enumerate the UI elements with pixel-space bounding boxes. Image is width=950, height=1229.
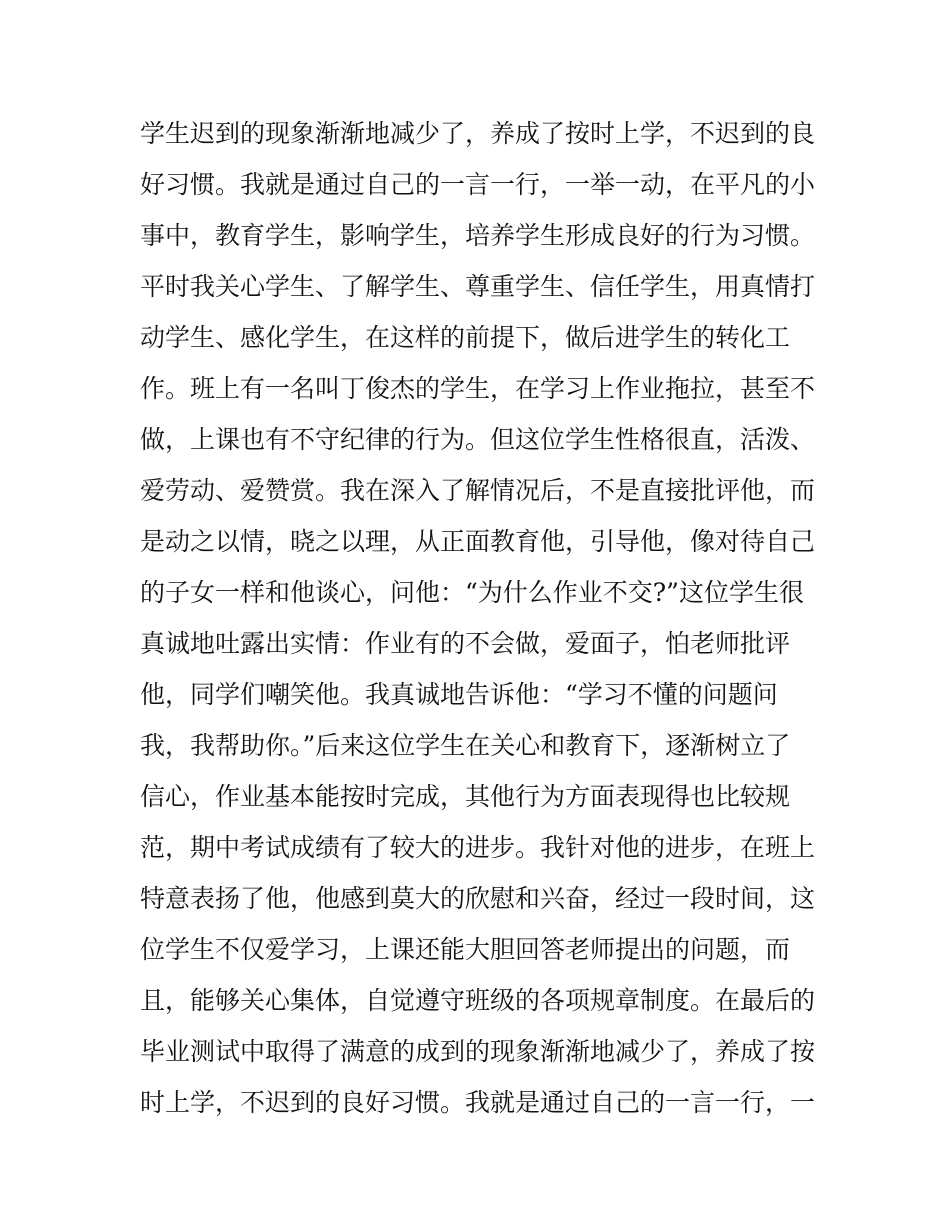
text-line: 学生迟到的现象渐渐地减少了，养成了按时上学，不迟到的良 bbox=[140, 119, 816, 148]
text-line: 他，同学们嘲笑他。我真诚地告诉他：“学习不懂的问题问 bbox=[140, 680, 778, 709]
text-line: 我，我帮助你。”后来这位学生在关心和教育下，逐渐树立了 bbox=[140, 731, 791, 760]
text-line: 毕业测试中取得了满意的成到的现象渐渐地减少了，养成了按 bbox=[140, 1037, 816, 1066]
text-line: 作。班上有一名叫丁俊杰的学生，在学习上作业拖拉，甚至不 bbox=[140, 374, 816, 403]
text-line: 爱劳动、爱赞赏。我在深入了解情况后，不是直接批评他，而 bbox=[140, 476, 816, 505]
text-line: 好习惯。我就是通过自己的一言一行，一举一动，在平凡的小 bbox=[140, 170, 816, 199]
text-line: 平时我关心学生、了解学生、尊重学生、信任学生，用真情打 bbox=[140, 272, 816, 301]
text-line: 位学生不仅爱学习，上课还能大胆回答老师提出的问题，而 bbox=[140, 935, 791, 964]
text-line: 特意表扬了他，他感到莫大的欣慰和兴奋，经过一段时间，这 bbox=[140, 884, 816, 913]
text-line: 是动之以情，晓之以理，从正面教育他，引导他，像对待自己 bbox=[140, 527, 816, 556]
text-line: 时上学，不迟到的良好习惯。我就是通过自己的一言一行，一 bbox=[140, 1088, 816, 1117]
text-line: 真诚地吐露出实情：作业有的不会做，爱面子，怕老师批评 bbox=[140, 629, 791, 658]
text-line: 且，能够关心集体，自觉遵守班级的各项规章制度。在最后的 bbox=[140, 986, 816, 1015]
text-line: 信心，作业基本能按时完成，其他行为方面表现得也比较规 bbox=[140, 782, 791, 811]
text-line: 范，期中考试成绩有了较大的进步。我针对他的进步，在班上 bbox=[140, 833, 816, 862]
text-line: 事中，教育学生，影响学生，培养学生形成良好的行为习惯。 bbox=[140, 221, 816, 250]
text-line: 动学生、感化学生，在这样的前提下，做后进学生的转化工 bbox=[140, 323, 791, 352]
body-text bbox=[140, 108, 830, 1128]
text-line: 做，上课也有不守纪律的行为。但这位学生性格很直，活泼、 bbox=[140, 425, 816, 454]
text-line: 的子女一样和他谈心，问他：“为什么作业不交?”这位学生很 bbox=[140, 578, 804, 607]
